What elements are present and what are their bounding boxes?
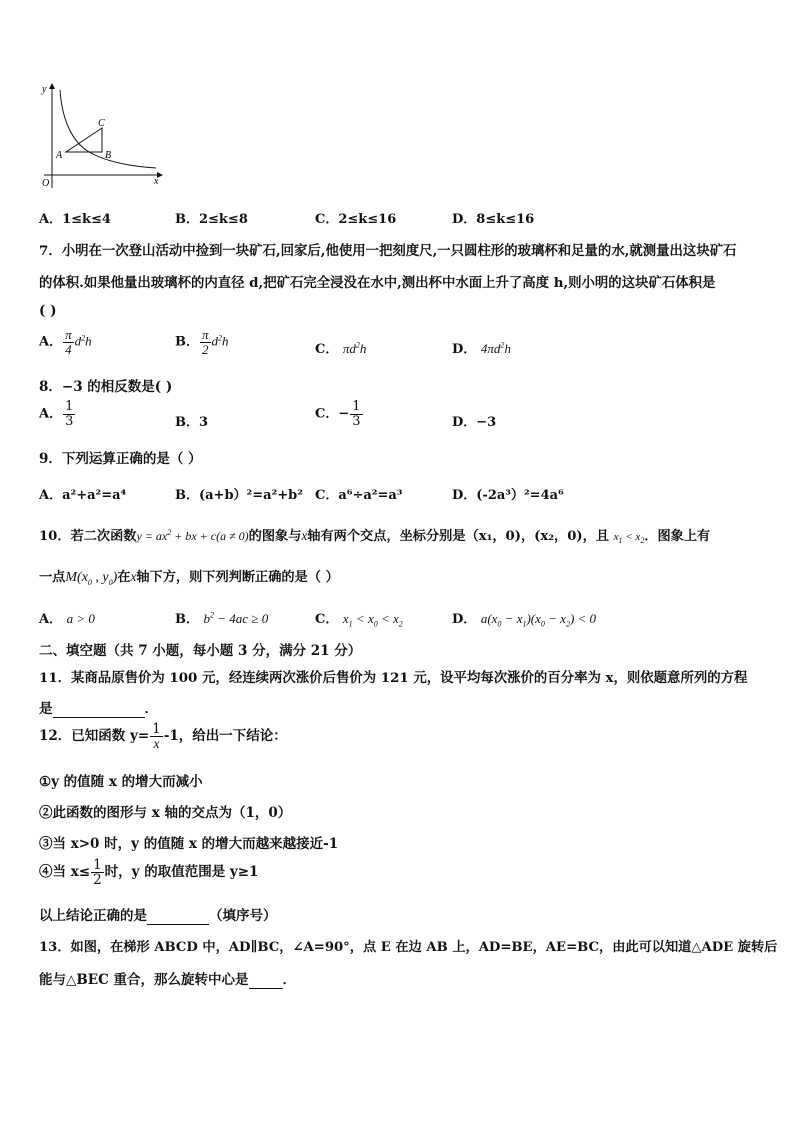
- q6-option-a: A．1≤k≤4: [39, 212, 111, 227]
- q12-conclusion-3: ③当 x>0 时，y 的值随 x 的增大而越来越接近-1: [39, 836, 339, 852]
- q10-option-c: C． $x_1 < x_0 < x_2$: [315, 611, 403, 629]
- q9-option-b: B．(a+b）²=a²+b²: [175, 488, 303, 503]
- label-a: A: [56, 150, 63, 161]
- label-x: x: [154, 176, 159, 187]
- label-b: B: [105, 150, 112, 161]
- q7-option-a: A． $\frac{\pi}{4}$ $d^2h$: [39, 327, 92, 357]
- q12-conclusion-2: ②此函数的图形与 x 轴的交点为（1，0）: [39, 805, 292, 821]
- q7-line-3: ( ): [39, 303, 57, 319]
- q8-option-b: B．3: [175, 415, 209, 430]
- q12-answer-line: 以上结论正确的是 （填序号）: [39, 908, 277, 924]
- q7-option-b: B． $\frac{\pi}{2}$ $d^2h$: [175, 327, 229, 357]
- q7-option-d: D． $4\pi d^2h$: [452, 340, 511, 357]
- q7-line-2: 的体积.如果他量出玻璃杯的内直径 d,把矿石完全浸没在水中,测出杯中水面上升了高度 h,则小明的这块矿石体积是: [39, 275, 716, 291]
- section-title-fill-in: 二、填空题（共 7 小题，每小题 3 分，满分 21 分）: [39, 643, 362, 659]
- q7-option-c: C． $\pi d^2h$: [315, 340, 367, 357]
- label-o: O: [42, 178, 50, 189]
- q10-line-2: 一点$M(x_0$ , $y_0$)在x轴下方，则下列判断正确的是（ ）: [39, 569, 339, 587]
- q6-option-b: B．2≤k≤8: [175, 212, 248, 227]
- q12-conclusion-1: ①y 的值随 x 的增大而减小: [39, 774, 203, 790]
- q11-line-1: 11．某商品原售价为 100 元，经连续两次涨价后售价为 121 元，设平均每次涨价的百分率为 x，则依题意所列的方程: [39, 670, 748, 686]
- q10-line-1: 10．若二次函数$y = ax^2$ + bx + c(a ≠ 0)的图象与x轴有两个交点，坐标分别是（x₁，0)，(x₂，0)，且 $x_1 < x_2$．图象上有: [39, 528, 711, 546]
- q9-option-a: A．a²+a²=a⁴: [39, 488, 127, 503]
- q6-option-c: C．2≤k≤16: [315, 212, 397, 227]
- label-y: y: [42, 84, 47, 95]
- q12-conclusion-4: ④当 x≤ $\frac{1}{2}$ 时，y 的取值范围是 y≥1: [39, 857, 259, 889]
- hyperbola-figure: [36, 80, 171, 195]
- q10-option-d: D． $a(x_0 - x_1)(x_0 - x_2) < 0$: [452, 611, 597, 629]
- label-c: C: [98, 118, 105, 129]
- q10-option-b: B． $b^2 - 4ac \ge 0$: [175, 610, 269, 627]
- q8-option-a: A． $\frac{1}{3}$: [39, 399, 74, 429]
- q7-line-1: 7．小明在一次登山活动中捡到一块矿石,回家后,他使用一把刻度尺,一只圆柱形的玻璃杯和足量的水,就测量出这块矿石: [39, 243, 737, 259]
- q8-option-c: C．− $\frac{1}{3}$: [315, 399, 361, 429]
- q13-line-1: 13．如图，在梯形 ABCD 中，AD∥BC，∠A=90°，点 E 在边 AB 上，AD=BE，AE=BC，由此可以知道△ADE 旋转后: [39, 940, 778, 955]
- q12-stem: 12．已知函数 y= $\frac{1}{x}$ -1，给出一下结论：: [39, 721, 287, 752]
- q6-option-d: D．8≤k≤16: [452, 212, 535, 227]
- q10-option-a: A． a > 0: [39, 611, 95, 627]
- q8-stem: 8．−3 的相反数是( ): [39, 379, 173, 395]
- q8-option-d: D．−3: [452, 415, 497, 430]
- q11-line-2: 是 ．: [39, 701, 158, 717]
- q9-option-d: D．(-2a³）²=4a⁶: [452, 488, 564, 503]
- q9-option-c: C．a⁶÷a²=a³: [315, 488, 403, 503]
- q9-stem: 9．下列运算正确的是（ ）: [39, 451, 202, 467]
- q13-line-2: 能与△BEC 重合，那么旋转中心是 ．: [39, 972, 297, 988]
